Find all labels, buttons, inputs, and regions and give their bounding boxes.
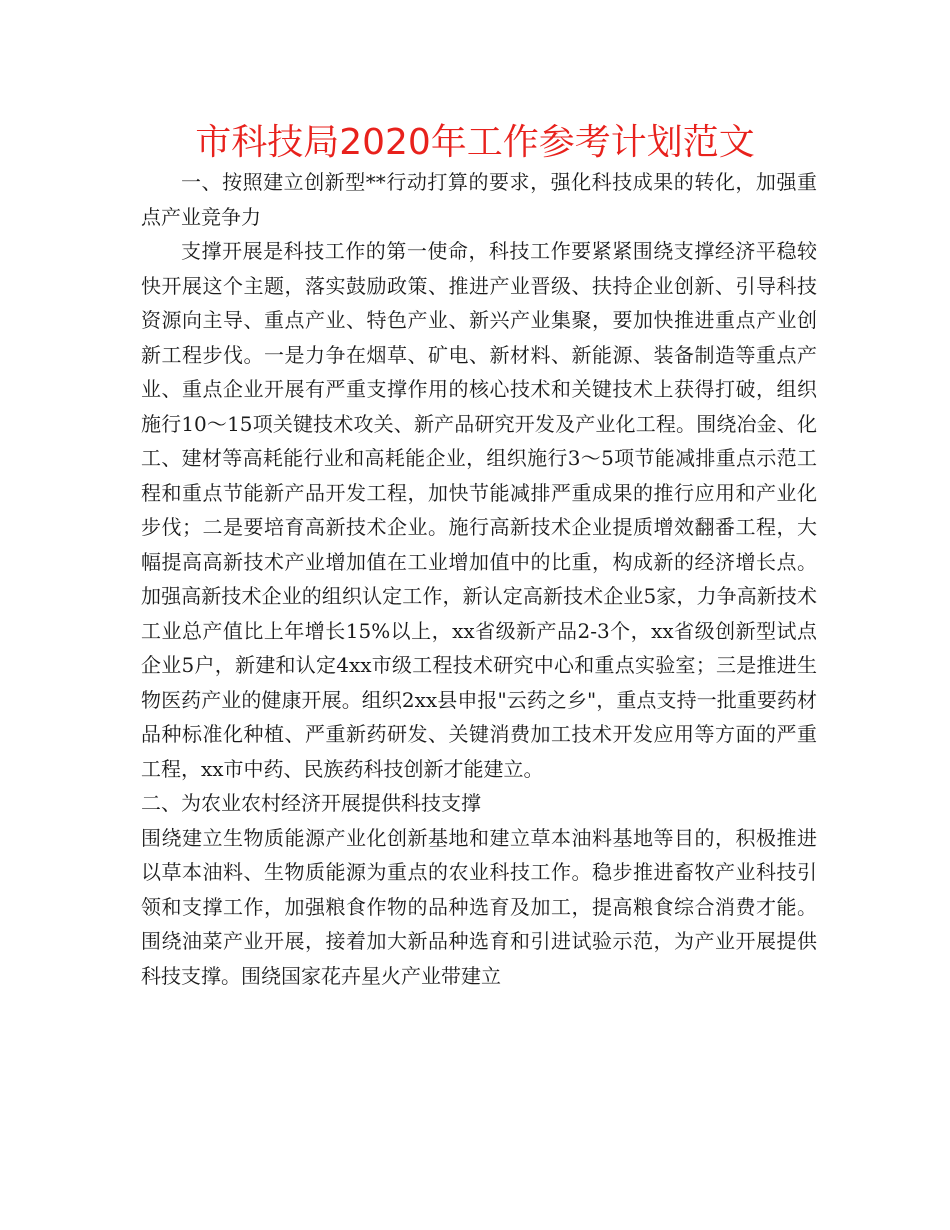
document-body — [141, 165, 817, 993]
document-title: 市科技局2020年工作参考计划范文 — [195, 122, 755, 163]
section1-heading: 一、按照建立创新型**行动打算的要求，强化科技成果的转化，加强重点产业竞争力 — [141, 170, 817, 229]
section1-paragraph: 支撑开展是科技工作的第一使命，科技工作要紧紧围绕支撑经济平稳较快开展这个主题，落实鼓励政策、推进产业晋级、扶持企业创新、引导科技资源向主导、重点产业、特色产业、新兴产业集聚，要加快推进重点产业创新工程步伐。一是力争在烟草、矿电、新材料、新能源、装备制造等重点产业、重点企业开展有严重支撑作用的核心技术和关键技术上获得打破，组织施行10～15项关键技术攻关、新产品研究开发及产业化工程。围绕冶金、化工、建材等高耗能行业和高耗能企业，组织施行3～5项节能减排重点示范工程和重点节能新产品开发工程，加快节能减排严重成果的推行应用和产业化步伐；二是要培育高新技术企业。施行高新技术企业提质增效翻番工程，大幅提高高新技术产业增加值在工业增加值中的比重，构成新的经济增长点。加强高新技术企业的组织认定工作，新认定高新技术企业5家，力争高新技术工业总产值比上年增长15%以上，xx省级新产品2-3个，xx省级创新型试点企业5户，新建和认定4xx市级工程技术研究中心和重点实验室；三是推进生物医药产业的健康开展。组织2xx县申报"云药之乡"，重点支持一批重要药材品种标准化种植、严重新药研发、关键消费加工技术开发应用等方面的严重工程，xx市中药、民族药科技创新才能建立。 — [141, 239, 817, 781]
section2-heading: 二、为农业农村经济开展提供科技支撑 — [141, 791, 481, 815]
section2-paragraph: 围绕建立生物质能源产业化创新基地和建立草本油料基地等目的，积极推进以草本油料、生物质能源为重点的农业科技工作。稳步推进畜牧产业科技引领和支撑工作，加强粮食作物的品种选育及加工，提高粮食综合消费才能。围绕油菜产业开展，接着加大新品种选育和引进试验示范，为产业开展提供科技支撑。围绕国家花卉星火产业带建立 — [141, 825, 817, 988]
